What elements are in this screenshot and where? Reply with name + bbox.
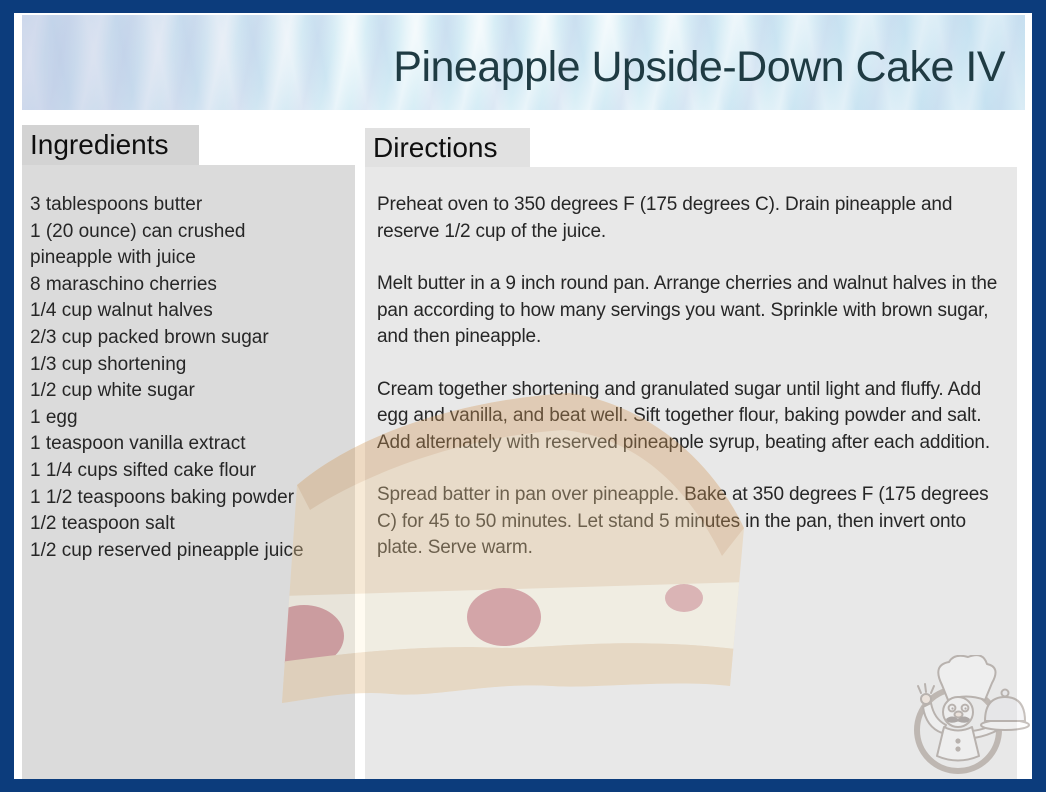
ingredient-item: 1 1/4 cups sifted cake flour [30,459,257,481]
ingredient-item: 1 teaspoon vanilla extract [30,433,246,455]
recipe-title: Pineapple Upside-Down Cake IV [393,43,1005,91]
directions-heading-label: Directions [373,131,498,163]
directions-text [377,192,1007,562]
ingredient-item: 1 egg [30,406,78,428]
directions-panel [365,167,1017,779]
ingredients-list [30,192,330,564]
ingredients-heading [22,125,199,165]
ingredient-item: 2/3 cup packed brown sugar [30,326,269,348]
direction-paragraph: Spread batter in pan over pineapple. Bake at 350 degrees F (175 degrees C) for 45 to 50 minutes. Let stand 5 minutes in the pan, then invert onto plate. Serve warm. [377,484,989,558]
ingredients-heading-label: Ingredients [30,129,169,160]
ingredients-panel [22,165,355,779]
ingredient-item: 3 tablespoons butter [30,194,203,215]
direction-paragraph: Cream together shortening and granulated sugar until light and fluffy. Add egg and vanilla, and beat well. Sift together flour, baking powder and salt. Add alternately with reserved pineapple syrup, beating after each addition. [377,378,990,453]
ingredient-item: 1 (20 ounce) can crushed pineapple with juice [30,220,246,269]
direction-paragraph: Melt butter in a 9 inch round pan. Arrange cherries and walnut halves in the pan according to how many servings you want. Sprinkle with brown sugar, and then pineapple. [377,273,998,347]
ingredient-item: 1/3 cup shortening [30,353,187,375]
ingredient-item: 1/2 cup white sugar [30,380,195,402]
title-banner [22,15,1025,110]
ingredient-item: 1/2 teaspoon salt [30,513,175,535]
ingredient-item: 1 1/2 teaspoons baking powder [30,486,295,508]
ingredient-item: 8 maraschino cherries [30,273,217,295]
directions-heading [365,128,530,167]
ingredient-item: 1/4 cup walnut halves [30,300,213,322]
direction-paragraph: Preheat oven to 350 degrees F (175 degrees C). Drain pineapple and reserve 1/2 cup of the juice. [377,194,953,242]
ingredient-item: 1/2 cup reserved pineapple juice [30,539,304,561]
